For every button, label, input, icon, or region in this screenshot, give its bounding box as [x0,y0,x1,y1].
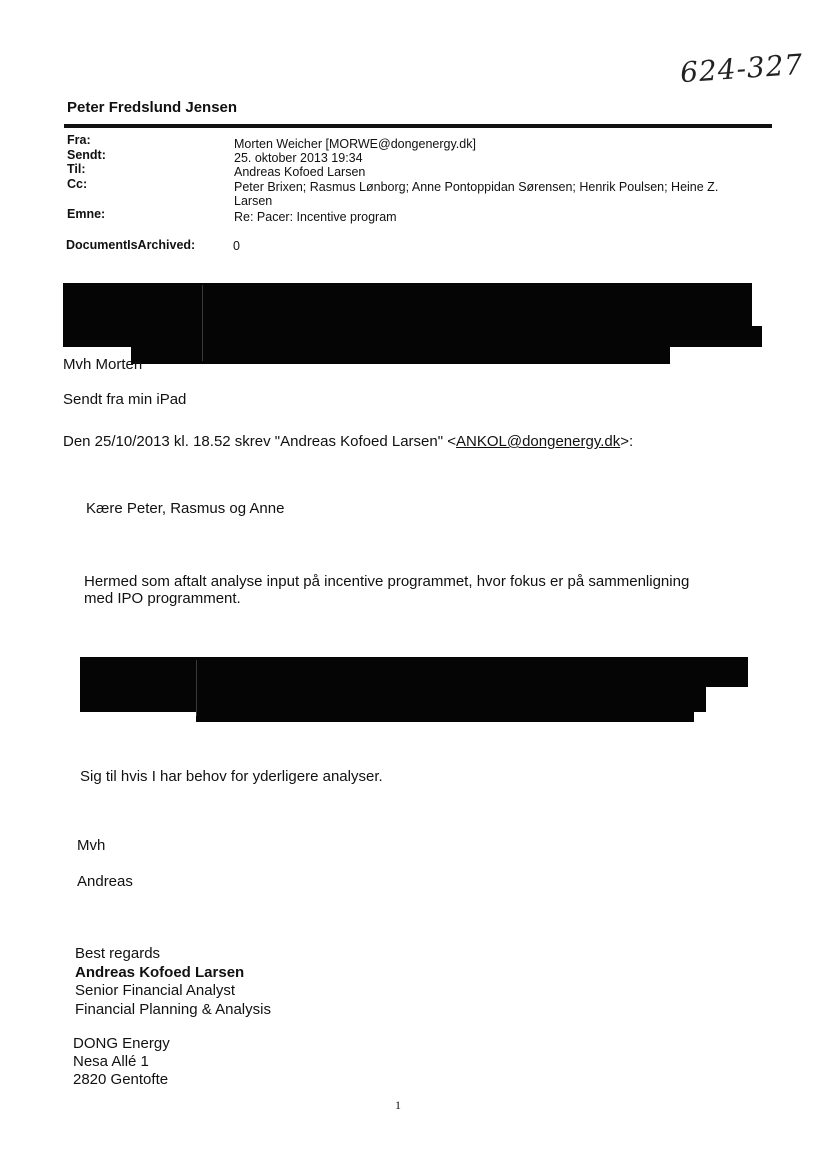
quote-intro-suffix: >: [620,433,634,450]
archived-value: 0 [233,239,240,253]
quote-intro [63,433,633,450]
redaction-separator [202,285,203,361]
redaction-separator [196,660,197,716]
from-value: Morten Weicher [MORWE@dongenergy.dk] [234,137,476,151]
redaction-block [196,706,694,722]
cc-value-continued: Larsen [234,194,273,208]
quoted-paragraph-2: Sig til hvis I har behov for yderligere analyser. [80,768,383,785]
quote-intro-prefix: Den 25/10/2013 kl. 18.52 skrev "Andreas Kofoed Larsen" < [63,433,456,450]
page-number: 1 [395,1098,401,1112]
signature-street: Nesa Allé 1 [73,1053,149,1070]
redaction-block [63,283,752,330]
sent-value: 25. oktober 2013 19:34 [234,151,363,165]
signature-title: Senior Financial Analyst [75,982,236,999]
quote-email-link[interactable]: ANKOL@dongenergy.dk [456,433,621,450]
signature-company: DONG Energy [73,1035,170,1052]
signature-department: Financial Planning & Analysis [75,1001,271,1018]
signature-regards: Best regards [75,945,161,962]
signature-name: Andreas Kofoed Larsen [75,964,245,981]
subject-label: Emne: [67,207,106,221]
quoted-paragraph-line-1: Hermed som aftalt analyse input på incentive programmet, hvor fokus er på sammenligning [84,573,690,590]
sent-from-line: Sendt fra min iPad [63,391,187,408]
signature-city: 2820 Gentofte [73,1071,169,1088]
from-label: Fra: [67,133,91,147]
cc-value: Peter Brixen; Rasmus Lønborg; Anne Pontoppidan Sørensen; Henrik Poulsen; Heine Z. [234,180,719,194]
redaction-block [131,340,670,364]
sent-label: Sendt: [67,148,106,162]
cc-label: Cc: [67,177,88,191]
subject-value: Re: Pacer: Incentive program [234,210,397,224]
to-value: Andreas Kofoed Larsen [234,165,366,179]
quoted-greeting: Kære Peter, Rasmus og Anne [86,500,285,517]
reply-closing: Mvh Morten [63,356,143,373]
quoted-closing: Mvh [77,837,106,854]
owner-name: Peter Fredslund Jensen [67,99,238,116]
archived-label: DocumentIsArchived: [66,238,196,252]
redaction-block [80,657,748,687]
quoted-sender-name: Andreas [77,873,133,890]
handwritten-note: 624-327 [678,47,805,90]
to-label: Til: [67,162,86,176]
header-rule [64,124,772,128]
quoted-paragraph-line-2: med IPO programment. [84,590,241,607]
